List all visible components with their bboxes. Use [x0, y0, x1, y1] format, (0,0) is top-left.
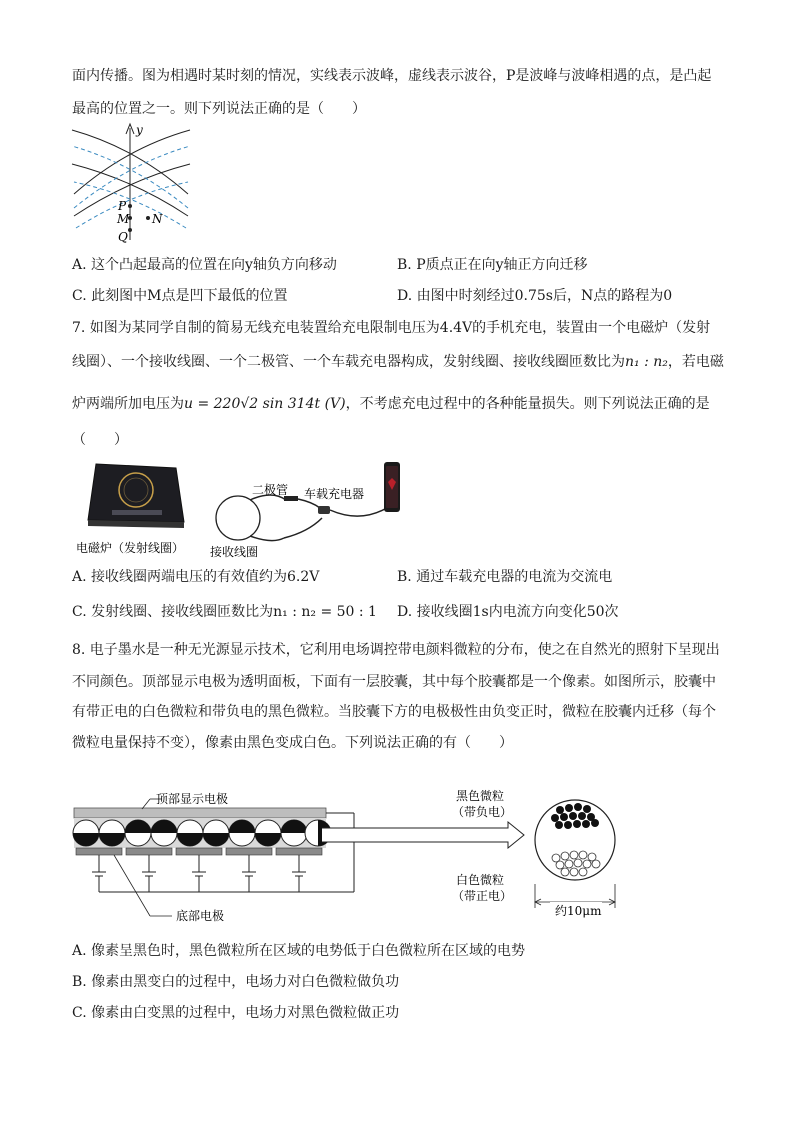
q7-option-a[interactable]: A. 接收线圈两端电压的有效值约为6.2V	[72, 569, 320, 585]
phone-icon	[384, 462, 400, 512]
svg-text:车载充电器: 车载充电器	[304, 487, 365, 501]
q8-stem-line4: 微粒电量保持不变），像素由黑色变成白色。下列说法正确的有（ ）	[72, 735, 513, 751]
q6-option-a[interactable]: A. 这个凸起最高的位置在向y轴负方向移动	[72, 257, 337, 273]
q6-stem-line2: 最高的位置之一。则下列说法正确的是（ ）	[72, 101, 366, 117]
q7-stem-line3	[72, 394, 710, 414]
q8-stem-line1: 8. 电子墨水是一种无光源显示技术，它利用电场调控带电颜料微粒的分布，使之在自然光的照射下呈现出	[72, 642, 720, 658]
q7-voltage-formula: u = 220√2 sin 314t (V)	[184, 396, 346, 412]
svg-text:P: P	[118, 199, 127, 213]
svg-text:（带正电）: （带正电）	[452, 889, 513, 903]
q6-option-c[interactable]: C. 此刻图中M点是凹下最低的位置	[72, 288, 288, 304]
svg-text:（带负电）: （带负电）	[452, 805, 513, 819]
q8-stem-line3: 有带正电的白色微粒和带负电的黑色微粒。当胶囊下方的电极极性由负变正时，微粒在胶囊内迁移（每个	[72, 704, 716, 720]
q7-charging-figure	[72, 458, 432, 560]
induction-cooker-icon	[88, 464, 184, 528]
svg-text:Q: Q	[118, 230, 128, 244]
q7-stem-line3a: 炉两端所加电压为	[72, 396, 184, 412]
svg-text:顶部显示电极: 顶部显示电极	[156, 792, 229, 806]
q6-stem-line1: 面内传播。图为相遇时某时刻的情况，实线表示波峰，虚线表示波谷，P是波峰与波峰相遇的点，是凸起	[72, 68, 712, 84]
svg-text:y: y	[136, 123, 143, 137]
q7-stem-line2	[72, 352, 724, 372]
q6-wave-figure	[66, 120, 196, 250]
q6-option-b[interactable]: B. P质点正在向y轴正方向迁移	[397, 257, 588, 273]
q6-option-d[interactable]: D. 由图中时刻经过0.75s后，N点的路程为0	[397, 288, 673, 304]
svg-text:N: N	[152, 212, 163, 226]
car-charger-icon	[318, 506, 330, 514]
q8-eink-figure	[72, 784, 632, 934]
svg-text:底部电极: 底部电极	[176, 909, 225, 923]
svg-text:二极管: 二极管	[252, 483, 289, 497]
svg-text:M: M	[117, 212, 130, 226]
q7-stem-line2b: ，若电磁	[667, 354, 724, 370]
q7-option-c[interactable]: C. 发射线圈、接收线圈匝数比为n₁ : n₂ = 50 : 1	[72, 604, 377, 620]
svg-text:接收线圈: 接收线圈	[210, 545, 259, 559]
q7-ratio-symbol: n₁ : n₂	[625, 354, 668, 370]
q8-stem-line2: 不同颜色。顶部显示电极为透明面板，下面有一层胶囊，其中每个胶囊都是一个像素。如图所示，胶囊中	[72, 674, 716, 690]
q7-stem-line2a: 线圈）、一个接收线圈、一个二极管、一个车载充电器构成，发射线圈、接收线圈匝数比为	[72, 354, 625, 370]
q8-option-b[interactable]: B. 像素由黑变白的过程中，电场力对白色微粒做负功	[72, 974, 400, 990]
svg-text:黑色微粒: 黑色微粒	[456, 789, 505, 803]
q7-stem-line4: （ ）	[72, 432, 128, 448]
receive-coil-icon	[216, 496, 260, 540]
q7-option-d[interactable]: D. 接收线圈1s内电流方向变化50次	[397, 604, 619, 620]
q7-stem-line3b: ，不考虑充电过程中的各种能量损失。则下列说法正确的是	[345, 396, 710, 412]
svg-text:电磁炉（发射线圈）: 电磁炉（发射线圈）	[76, 541, 185, 555]
q8-option-c[interactable]: C. 像素由白变黑的过程中，电场力对黑色微粒做正功	[72, 1005, 400, 1021]
q7-stem-line1: 7. 如图为某同学自制的简易无线充电装置给充电限制电压为4.4V的手机充电，装置由一个电磁炉（发射	[72, 320, 711, 336]
q7-option-b[interactable]: B. 通过车载充电器的电流为交流电	[397, 569, 613, 585]
svg-text:约10μm: 约10μm	[555, 904, 602, 918]
q8-option-a[interactable]: A. 像素呈黑色时，黑色微粒所在区域的电势低于白色微粒所在区域的电势	[72, 943, 526, 959]
svg-text:白色微粒: 白色微粒	[456, 873, 505, 887]
